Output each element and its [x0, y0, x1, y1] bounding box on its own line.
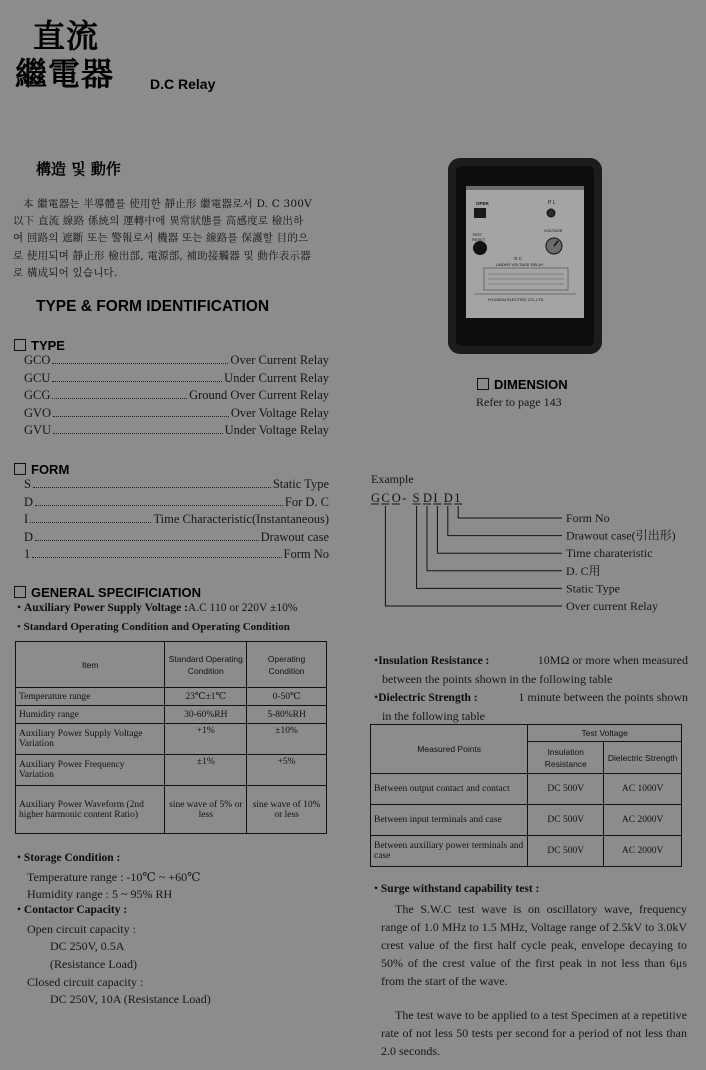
dimension-heading-label: DIMENSION [494, 377, 568, 392]
storage-temp: Temperature range : -10℃ ~ +60℃ [27, 870, 201, 884]
open-circuit-note: (Resistance Load) [50, 957, 137, 971]
type-code: GVO [24, 405, 52, 420]
type-row [24, 371, 329, 389]
bullet-icon: • [17, 621, 21, 633]
callout-label: Form No [566, 511, 610, 525]
open-circuit-value: DC 250V, 0.5A [50, 939, 125, 953]
code-letter: C [381, 491, 390, 505]
table-cell: ±10% [247, 724, 327, 755]
table-cell: DC 500V [528, 805, 604, 836]
dielectric-line2: in the following table [382, 709, 485, 723]
table-header-row [371, 725, 682, 742]
table-cell: Auxiliary Power Supply Voltage Variation [16, 724, 165, 755]
table-cell: AC 2000V [604, 836, 682, 867]
table-cell: ±1% [165, 755, 247, 786]
table-row [371, 805, 682, 836]
table-cell: 5-80%RH [247, 706, 327, 724]
table-cell: DC 500V [528, 836, 604, 867]
bullet-icon: • [374, 653, 379, 667]
form-desc: For D. C [284, 494, 329, 509]
pl-label: P L [548, 200, 556, 206]
example-diagram [370, 488, 690, 614]
code-letter: I [433, 491, 438, 505]
table-cell: sine wave of 5% or less [165, 786, 247, 834]
maker-label: HYUNDAI ELECTRIC CO.,LTD [488, 297, 544, 302]
surge-paragraph-2: The test wave to be applied to a test Specimen at a repetitive rate of not less 50 tests per second for a period of not less than 2.0 seconds. [381, 1008, 687, 1058]
form-row [24, 495, 329, 513]
form-code: S [24, 477, 31, 491]
table-cell: +1% [165, 724, 247, 755]
insulation-text: 10MΩ or more when measured [537, 653, 688, 667]
type-list [24, 353, 329, 441]
surge-heading [374, 883, 539, 895]
callout-line [427, 506, 562, 571]
type-heading [14, 338, 65, 353]
checkbox-square-icon [14, 586, 26, 598]
code-letter: 1 [454, 491, 461, 505]
insulation-block [374, 651, 688, 725]
type-desc: Under Current Relay [224, 370, 329, 385]
checkbox-square-icon [477, 378, 489, 390]
dielectric-line1 [374, 688, 688, 707]
type-code: GVU [24, 423, 52, 437]
aux-spec [17, 602, 297, 614]
checkbox-square-icon [14, 339, 26, 351]
table-row [16, 688, 327, 706]
table-header: Dielectric Strength [604, 742, 682, 774]
table-header: Measured Points [371, 725, 528, 774]
table-header: Standard Operating Condition [165, 642, 247, 688]
storage-humidity: Humidity range : 5 ~ 95% RH [27, 887, 173, 901]
form-list [24, 477, 329, 565]
table-header-row [16, 642, 327, 688]
bullet-icon: • [374, 883, 379, 895]
table-header: Item [16, 642, 165, 688]
dimension-heading [477, 377, 568, 392]
type-desc: Over Current Relay [230, 353, 329, 367]
table-cell: Temperature range [16, 688, 165, 706]
code-letter: S [412, 491, 420, 505]
surge-label: Surge withstand capability test : [380, 883, 540, 895]
std-label: Standard Operating Condition and Operating Condition [23, 621, 290, 633]
model-label: G C [514, 256, 523, 261]
form-row [24, 530, 329, 548]
bullet-icon: • [17, 852, 22, 864]
callout-line [437, 506, 562, 553]
type-row [24, 423, 329, 441]
table-cell: +5% [247, 755, 327, 786]
intro-line: 여 回路의 遮斷 또는 警報로서 機器 또는 線路를 保護할 目的으 [13, 232, 309, 245]
callout-line [458, 506, 562, 518]
bullet-icon: • [17, 602, 22, 614]
table-cell: Between input terminals and case [371, 805, 528, 836]
table-row [16, 706, 327, 724]
type-desc: Under Voltage Relay [224, 423, 329, 437]
form-row [24, 477, 329, 495]
relay-illustration [448, 158, 602, 354]
type-row [24, 406, 329, 424]
test-reset-label: TEST RESET [472, 232, 486, 242]
type-code: GCO [24, 353, 51, 367]
code-letter: D [443, 491, 453, 505]
table-cell: 23℃±1℃ [165, 688, 247, 706]
form-desc: Form No [283, 547, 329, 561]
form-desc: Static Type [272, 477, 329, 491]
table-cell: AC 2000V [604, 805, 682, 836]
type-code: GCG [24, 388, 51, 402]
insulation-line1 [374, 651, 688, 670]
form-code: I [24, 512, 29, 526]
checkbox-square-icon [14, 463, 26, 475]
table-row [16, 724, 327, 755]
table-row [371, 774, 682, 805]
form-code: D [24, 494, 34, 509]
table-header: Operating Condition [247, 642, 327, 688]
example-label: Example [371, 472, 414, 486]
table-header: Insulation Resistance [528, 742, 604, 774]
callout-label: Static Type [566, 581, 620, 596]
intro-line: 로 構成되어 있습니다. [13, 266, 118, 279]
code-letter: O [391, 491, 401, 505]
table-cell: DC 500V [528, 774, 604, 805]
aux-value: A.C 110 or 220V ±10% [187, 602, 298, 614]
test-voltage-table [370, 724, 682, 867]
table-cell: 0-50℃ [247, 688, 327, 706]
contactor-label: Contactor Capacity : [23, 904, 128, 916]
intro-text [13, 196, 333, 282]
std-spec [17, 621, 290, 633]
form-code: D [24, 529, 34, 544]
type-form-heading: TYPE & FORM IDENTIFICATION [36, 298, 270, 315]
aux-label: Auxiliary Power Supply Voltage : [23, 602, 188, 614]
table-cell: Auxiliary Power Frequency Variation [16, 755, 165, 786]
code-letter: D [423, 491, 433, 505]
form-heading [14, 462, 69, 477]
table-cell: Between output contact and contact [371, 774, 528, 805]
intro-line: 本 繼電器는 半導體를 使用한 靜止形 繼電器로서 D. C 300V [23, 198, 312, 210]
table-row [16, 786, 327, 834]
insulation-label: Insulation Resistance : [378, 655, 490, 667]
table-cell: sine wave of 10% or less [247, 786, 327, 834]
code-letter: - [402, 491, 407, 505]
dimension-text: Refer to page 143 [476, 395, 562, 409]
form-desc: Drawout case [260, 529, 329, 544]
table-cell: 30-60%RH [165, 706, 247, 724]
callout-label: D. C用 [566, 563, 601, 578]
general-heading-label: GENERAL SPECIFICIATION [31, 585, 201, 600]
table-row [16, 755, 327, 786]
type-desc: Over Voltage Relay [230, 405, 329, 420]
type-heading-label: TYPE [31, 338, 65, 353]
closed-circuit-value: DC 250V, 10A (Resistance Load) [50, 992, 211, 1006]
callout-label: Drawout case(引出形) [566, 528, 676, 543]
model-desc: UNDER VOLTAGE RELAY [496, 262, 544, 267]
intro-heading: 構造 및 動作 [36, 160, 121, 178]
callout-line [385, 506, 562, 606]
type-code: GCU [24, 370, 51, 385]
table-header: Test Voltage [528, 725, 682, 742]
bullet-icon: • [374, 690, 379, 704]
dielectric-label: Dielectric Strength : [378, 692, 478, 704]
intro-line: 로 使用되며 靜止形 檢出部, 電源部, 補助接觸器 및 動作表示器 [13, 249, 311, 262]
table-row [371, 836, 682, 867]
general-heading [14, 585, 201, 600]
form-row [24, 547, 329, 565]
type-desc: Ground Over Current Relay [189, 388, 329, 402]
dielectric-text: 1 minute between the points shown [518, 690, 688, 704]
storage-heading [17, 852, 120, 864]
type-row [24, 353, 329, 371]
title-line2: 繼電器 [15, 55, 115, 93]
operating-condition-table [15, 641, 327, 834]
table-cell: Auxiliary Power Waveform (2nd higher harmonic content Ratio) [16, 786, 165, 834]
bullet-icon: • [17, 904, 22, 916]
form-row [24, 512, 329, 530]
relay-photo [448, 158, 602, 354]
title-line1: 直流 [33, 17, 100, 55]
code-letter: G [371, 491, 381, 505]
intro-line: 以下 直流 線路 係統의 運轉中에 異常狀態를 高感度로 檢出하 [13, 215, 304, 228]
contactor-heading [17, 904, 127, 916]
closed-circuit-label: Closed circuit capacity : [27, 975, 144, 989]
callout-label: Time charateristic [566, 546, 653, 561]
oper-label: OPER [476, 201, 489, 206]
form-heading-label: FORM [31, 462, 70, 477]
form-code: 1 [24, 547, 31, 561]
example-diagram-lines [370, 488, 690, 614]
voltage-label: VOLTAGE [544, 228, 563, 233]
table-cell: Between auxiliary power terminals and case [371, 836, 528, 867]
open-circuit-label: Open circuit capacity : [27, 922, 136, 936]
type-row [24, 388, 329, 406]
table-cell: Humidity range [16, 706, 165, 724]
form-desc: Time Characteristic(Instantaneous) [153, 512, 329, 526]
insulation-line2: between the points shown in the following table [382, 672, 613, 686]
page-subtitle: D.C Relay [150, 76, 216, 92]
callout-line [448, 506, 562, 536]
table-cell: AC 1000V [604, 774, 682, 805]
storage-label: Storage Condition : [23, 852, 121, 864]
surge-paragraph-1: The S.W.C test wave is on oscillatory wave, frequency range of 1.0 MHz to 1.5 MHz, Voltage range of 2.5kV to 3.0kV crest value of the first half cycle peak, envelope decaying to 50% of the crest value of the first peak in not less than 6μs from the start of the wave. [381, 902, 687, 988]
callout-label: Over current Relay [566, 599, 658, 613]
